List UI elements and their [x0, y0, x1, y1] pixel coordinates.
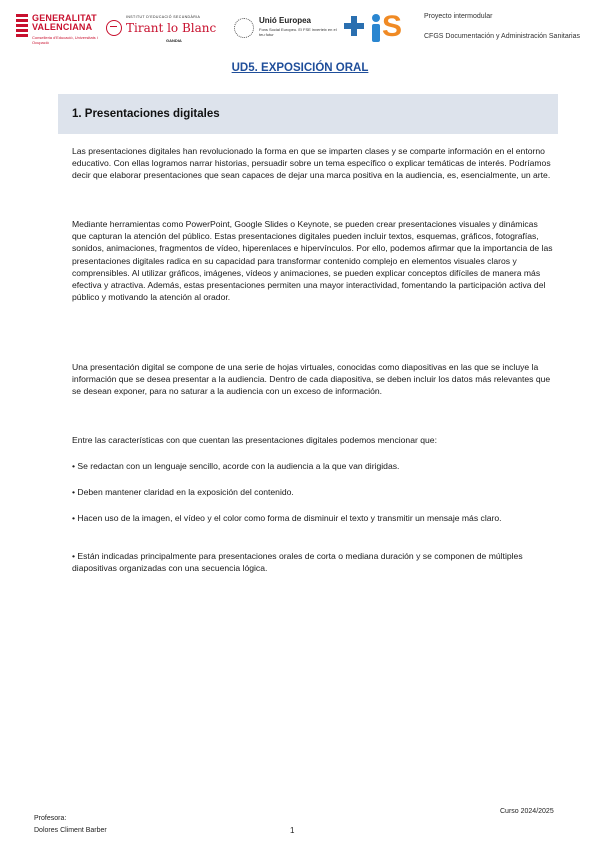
footer-teacher	[34, 813, 107, 837]
generalitat-name-line2: VALENCIANA	[32, 22, 93, 32]
document-body	[72, 145, 554, 576]
eu-title: Unió Europea	[259, 16, 312, 25]
bullet-item: • Hacen uso de la imagen, el vídeo y el color como forma de disminuir el texto y transmitir un mensaje más claro.	[72, 513, 502, 523]
eu-subtitle: Fons Social Europeu. El FSE inverteix en el teu futur	[259, 27, 337, 37]
tirant-city: GANDIA	[166, 38, 182, 43]
paragraph: Las presentaciones digitales han revolucionado la forma en que se imparten clases y se comparte información en el entorno educativo. Con ellas logramos narrar historias, persuadir sobre un tema específico o explicar temáticas de interés. Podríamos decir que elaborar presentaciones que sean capaces de dejar una marca positiva en la audiencia, es, esencialmente, un arte.	[72, 146, 551, 181]
paragraph: Una presentación digital se compone de una serie de hojas virtuales, conocidas como diapositivas en las que se incluye la información que se desea presentar a la audiencia. Dentro de cada diapositiva, se deben incluir los datos más relevantes que se desean exponer, para no saturar a la audiencia con un exceso de información.	[72, 362, 551, 397]
teacher-label: Profesora:	[34, 815, 67, 822]
plus-cross-icon	[344, 16, 364, 36]
bullet-item: • Se redactan con un lenguaje sencillo, acorde con la audiencia a la que van dirigidas.	[72, 461, 400, 471]
generalitat-emblem-icon	[16, 14, 28, 38]
document-title: UD5. EXPOSICIÓN ORAL	[231, 62, 369, 74]
eu-stars-icon	[234, 18, 254, 38]
page-header	[16, 10, 586, 50]
eu-logo	[234, 10, 344, 50]
bullet-item: • Están indicadas principalmente para presentaciones orales de corta o mediana duración y se componen de múltiples diapositivas organizadas con una secuencia lógica.	[72, 551, 523, 574]
project-label: Proyecto intermodular	[424, 13, 493, 20]
fp-logos	[344, 10, 404, 50]
bullet-item: • Deben mantener claridad en la exposición del contenido.	[72, 487, 294, 497]
generalitat-name-line1: GENERALITAT	[32, 13, 97, 23]
header-info	[424, 12, 586, 42]
paragraph: Entre las características con que cuentan las presentaciones digitales podemos mencionar que:	[72, 435, 437, 445]
generalitat-subtitle: Conselleria d'Educació, Universitats i Ocupació	[32, 35, 98, 45]
page-number: 1	[290, 826, 295, 835]
course-year: Curso 2024/2025	[500, 808, 554, 815]
section-header	[58, 94, 558, 134]
tirant-institute-label: INSTITUT D'EDUCACIÓ SECUNDÀRIA	[126, 15, 201, 19]
tirant-name: Tirant lo Blanc	[126, 21, 217, 35]
section-title: 1. Presentaciones digitales	[72, 108, 220, 120]
paragraph: Mediante herramientas como PowerPoint, Google Slides o Keynote, se pueden crear presentaciones visuales y dinámicas que capturan la atención del público. Estas presentaciones digitales pueden incluir textos, esquemas, gráficos, fotografías, sonidos, animaciones, fragmentos de vídeo, hiperenlaces e hipervínculos. Por ello, podemos afirmar que la importancia de las presentaciones digitales radica en su capacidad para transformar contenido complejo en elementos visuales claros y comprensibles. Al utilizar gráficos, imágenes, vídeos y animaciones, se pueden explicar conceptos difíciles de manera más efectiva y atractiva. Además, estas presentaciones permiten una mayor interactividad, fomentando la participación activa del público y motivando la atención al orador.	[72, 219, 553, 303]
tirant-emblem-icon	[106, 20, 122, 36]
teacher-name: Dolores Climent Barber	[34, 827, 107, 834]
tirant-lo-blanc-logo	[106, 10, 226, 50]
cycle-label: CFGS Documentación y Administración Sanitarias	[424, 33, 581, 40]
s-letter-icon: S	[382, 10, 403, 43]
generalitat-logo	[16, 10, 106, 50]
